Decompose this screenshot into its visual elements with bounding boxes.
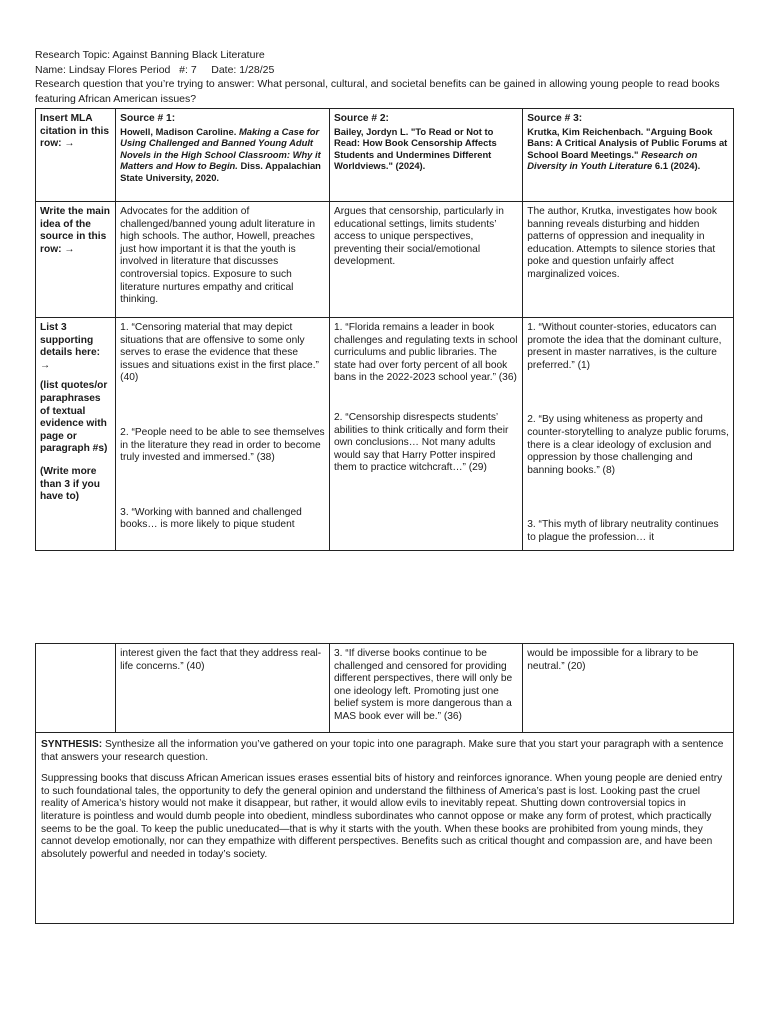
document-header (35, 48, 735, 106)
details-row-continued (36, 644, 734, 733)
synthesis-instruction (41, 739, 728, 764)
source-1-detail-3-continued: interest given the fact that they address real-life concerns.” (40) (116, 644, 330, 733)
synthesis-section (36, 733, 734, 924)
student-info: Name: Lindsay Flores Period #: 7 Date: 1/28/25 (35, 63, 275, 76)
source-2-main-idea: Argues that censorship, particularly in educational settings, limits students’ access to unique perspectives, preventing their social/emotional development. (329, 202, 522, 318)
details-row-label-continued (36, 644, 116, 733)
citation-row (36, 109, 734, 202)
source-2-detail-3: 3. “If diverse books continue to be challenged and censored for providing different perspectives, there will only be one ideology left. Promoting just one belief system is more dangerous than a MAS book ever will be.” (36) (329, 644, 522, 733)
details-row-label (36, 318, 116, 551)
source-3-detail-1: 1. “Without counter-stories, educators can promote the idea that the dominant culture, present in master narratives, is the culture preferred.” (1) (527, 322, 722, 371)
research-topic: Research Topic: Against Banning Black Literature (35, 49, 265, 61)
details-label: List 3 supporting details here: → (40, 322, 101, 371)
source-1-detail-3: 3. “Working with banned and challenged books… is more likely to pique student (120, 506, 302, 531)
source-2-detail-1: 1. “Florida remains a leader in book challenges and regulating texts in school curriculums and public libraries. The state had over forty percent of all book bans in the 2022-2023 school year.” (36) (333, 322, 518, 384)
source-3-detail-3-continued: would be impossible for a library to be neutral.” (20) (523, 644, 734, 733)
source-3-main-idea: The author, Krutka, investigates how book banning reveals disturbing and hidden patterns of oppression and inequality in education. Attempts to silence stories that poke and question unfairly affect marginalized voices. (523, 202, 734, 318)
research-organizer-table-continued (35, 643, 734, 924)
source-1-citation-author: Howell, Madison Caroline. (120, 125, 239, 137)
main-idea-row-label: Write the main idea of the source in this row: → (36, 202, 116, 318)
research-question: Research question that you’re trying to answer: What personal, cultural, and societal benefits can be gained in allowing young people to read books featuring African American issues? (35, 78, 720, 105)
research-organizer-table (35, 108, 734, 551)
source-3-detail-2: 2. “By using whiteness as property and counter-storytelling to analyze public forums, there is a clear ideology of exclusion and oppression by those challenging and banning books.” (8) (527, 414, 729, 476)
synthesis-row (36, 733, 734, 924)
source-1-citation-title: Making a Case for Using Challenged and Banned Young Adult Novels in the High School Classroom: Why it Matters and How to Begin. (120, 125, 321, 172)
source-3-detail-3: 3. “This myth of library neutrality continues to plague the profession… it (527, 519, 719, 543)
source-3-citation-issue: 6.1 (2024). (652, 160, 701, 172)
source-2-heading: Source # 2: (333, 113, 389, 124)
details-note: (Write more than 3 if you have to) (40, 465, 100, 503)
source-1-main-idea: Advocates for the addition of challenged/banned young adult literature in high schools. The author, Howell, preaches just how important it is that the youth is involved in literature that discusses controversial topics. Exposure to such literature nurtures empathy and critical thinking. (116, 202, 330, 318)
source-2-detail-2: 2. “Censorship disrespects students’ abilities to think critically and form their own conclusions… Not many adults would say that Harry Potter inspired them to practice witchcraft…” (29) (333, 411, 509, 474)
source-1-detail-2: 2. “People need to be able to see themselves in the literature they read in order to become truly invested and immersed.” (38) (120, 426, 325, 464)
source-1-details (116, 318, 330, 551)
source-3-citation (523, 109, 734, 202)
source-3-citation-author: Krutka, Kim Reichenbach. "Arguing Book Bans: A Critical Analysis of Public Forums at School Board Meetings." (527, 125, 728, 160)
details-sublabel: (list quotes/or paraphrases of textual evidence with page or paragraph #s) (40, 380, 108, 455)
source-2-citation-text: Bailey, Jordyn L. "To Read or Not to Read: How Book Censorship Affects Students and Undermines Different Worldviews." (2024). (333, 125, 497, 172)
source-3-heading: Source # 3: (527, 113, 583, 124)
source-3-citation-journal: Research on Diversity in Youth Literature (527, 148, 698, 172)
main-idea-row (36, 202, 734, 318)
source-1-citation (116, 109, 330, 202)
source-2-details (329, 318, 522, 551)
details-row (36, 318, 734, 551)
citation-row-label: Insert MLA citation in this row: → (36, 109, 116, 202)
synthesis-paragraph: Suppressing books that discuss African American issues erases essential bits of history and reinforces ignorance. When young people are denied entry to such foundational tales, the opportunity to defy the general opinion and understand the filthiness of America’s past is lost. Looking past the cruel reality of America’s history would not make it disappear, but rather, it would allow evils to inevitably repeat. Shutting down controversial topics in literature is pointless and would dumb people into obedient, mindless subordinates who cannot oppose or make any form of protest, which practically seems to be the goal. To keep the public uneducated—that is why it starts with the youth. When these books are prohibited from young minds, they cannot develop emotionally, nor can they empathize with different perspectives. Benefits such as critical thought and compassion are, and have been absolutely powerful and needed in today’s society. (41, 773, 723, 860)
source-1-heading: Source # 1: (120, 113, 176, 124)
source-1-detail-1: 1. “Censoring material that may depict situations that are offensive to some only serves to erase the evidence that these issues and situations exist in the first place.” (40) (120, 322, 319, 384)
synthesis-instruction-text: Synthesize all the information you’ve gathered on your topic into one paragraph. Make sure that you start your paragraph with a sentence that answers your research question. (41, 739, 724, 763)
source-2-citation (329, 109, 522, 202)
source-1-citation-publisher: Diss. Appalachian State University, 2020. (120, 160, 321, 183)
source-3-details (523, 318, 734, 551)
synthesis-label: SYNTHESIS: (41, 739, 103, 750)
